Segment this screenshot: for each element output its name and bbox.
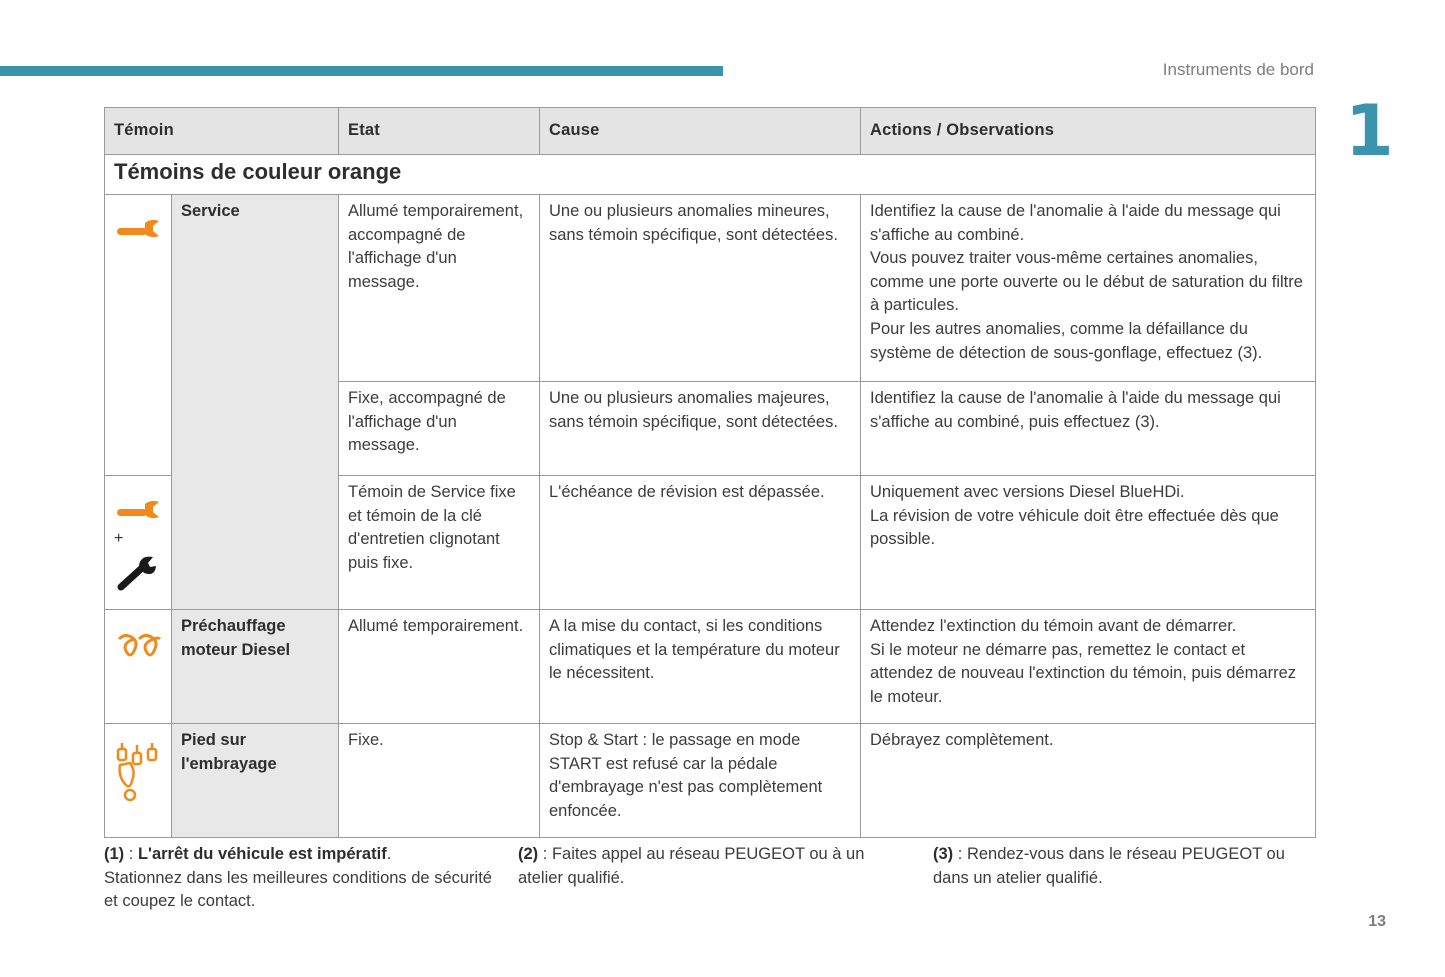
prechauffage-name: Préchauffage moteur Diesel: [172, 610, 339, 724]
wrench-icon: [115, 218, 163, 244]
table-row: [105, 195, 1316, 382]
action-cell: Débrayez complètement.: [861, 724, 1316, 838]
action-cell: Identifiez la cause de l'anomalie à l'aide du message qui s'affiche au combiné. Vous pouvez traiter vous-même certaines anomalies, comme une porte ouverte ou le début de saturation du filtre à particules. Pour les autres anomalies, comme la défaillance du système de détection de sous-gonflage, effectuez (3).: [861, 195, 1316, 382]
service-name: Service: [172, 195, 339, 610]
group-title-row: [105, 155, 1316, 195]
service-icon-cell: [105, 195, 172, 476]
column-header-etat: Etat: [339, 108, 540, 155]
footnote-ref: (3): [933, 845, 954, 863]
action-cell: Attendez l'extinction du témoin avant de démarrer. Si le moteur ne démarre pas, remettez le contact et attendez de nouveau l'extinction du témoin, puis démarrez le moteur.: [861, 610, 1316, 724]
footnote-ref: (2): [518, 845, 539, 863]
footnote-text: Faites appel au réseau PEUGEOT ou à un atelier qualifié.: [518, 845, 865, 887]
table-row: [105, 610, 1316, 724]
footnote-1: [104, 843, 494, 914]
footnote-sep: :: [538, 845, 552, 863]
service-maintenance-icon-cell: [105, 476, 172, 610]
warning-lights-table: [104, 107, 1316, 838]
clutch-icon-cell: [105, 724, 172, 838]
header-accent-bar: [0, 66, 723, 76]
column-header-cause: Cause: [540, 108, 861, 155]
table-row: [105, 724, 1316, 838]
chapter-number: 1: [1345, 90, 1394, 172]
cause-cell: Stop & Start : le passage en mode START est refusé car la pédale d'embrayage n'est pas complètement enfoncée.: [540, 724, 861, 838]
page-number: 13: [1368, 913, 1386, 930]
footnote-text: Rendez-vous dans le réseau PEUGEOT ou dans un atelier qualifié.: [933, 845, 1285, 887]
footnote-sep: :: [124, 845, 138, 863]
cause-cell: Une ou plusieurs anomalies mineures, sans témoin spécifique, sont détectées.: [540, 195, 861, 382]
clutch-name: Pied sur l'embrayage: [172, 724, 339, 838]
footnote-sep: :: [953, 845, 967, 863]
footnote-text: . Stationnez dans les meilleures conditions de sécurité et coupez le contact.: [104, 845, 492, 910]
wrench-black-icon: [117, 553, 161, 593]
cause-cell: A la mise du contact, si les conditions climatiques et la température du moteur le nécessitent.: [540, 610, 861, 724]
footnote-ref: (1): [104, 845, 125, 863]
cause-cell: L'échéance de révision est dépassée.: [540, 476, 861, 610]
state-cell: Fixe.: [339, 724, 540, 838]
column-header-actions: Actions / Observations: [861, 108, 1316, 155]
foot-on-clutch-icon: [114, 741, 164, 803]
table-header-row: [105, 108, 1316, 155]
glow-plug-icon: [116, 631, 162, 663]
wrench-icon: [115, 499, 163, 525]
state-cell: Allumé temporairement, accompagné de l'affichage d'un message.: [339, 195, 540, 382]
footnote-bold-text: L'arrêt du véhicule est impératif: [137, 845, 387, 863]
action-cell: Uniquement avec versions Diesel BlueHDi. La révision de votre véhicule doit être effectuée dès que possible.: [861, 476, 1316, 610]
footnote-2: [518, 843, 910, 890]
glow-plug-icon-cell: [105, 610, 172, 724]
column-header-temoin: Témoin: [105, 108, 339, 155]
state-cell: Allumé temporairement.: [339, 610, 540, 724]
action-cell: Identifiez la cause de l'anomalie à l'aide du message qui s'affiche au combiné, puis effectuez (3).: [861, 382, 1316, 476]
section-title: Instruments de bord: [1162, 60, 1314, 79]
cause-cell: Une ou plusieurs anomalies majeures, sans témoin spécifique, sont détectées.: [540, 382, 861, 476]
plus-sign: +: [114, 530, 124, 547]
footnote-3: [933, 843, 1313, 890]
state-cell: Témoin de Service fixe et témoin de la clé d'entretien clignotant puis fixe.: [339, 476, 540, 610]
group-title: Témoins de couleur orange: [105, 155, 1316, 195]
state-cell: Fixe, accompagné de l'affichage d'un message.: [339, 382, 540, 476]
